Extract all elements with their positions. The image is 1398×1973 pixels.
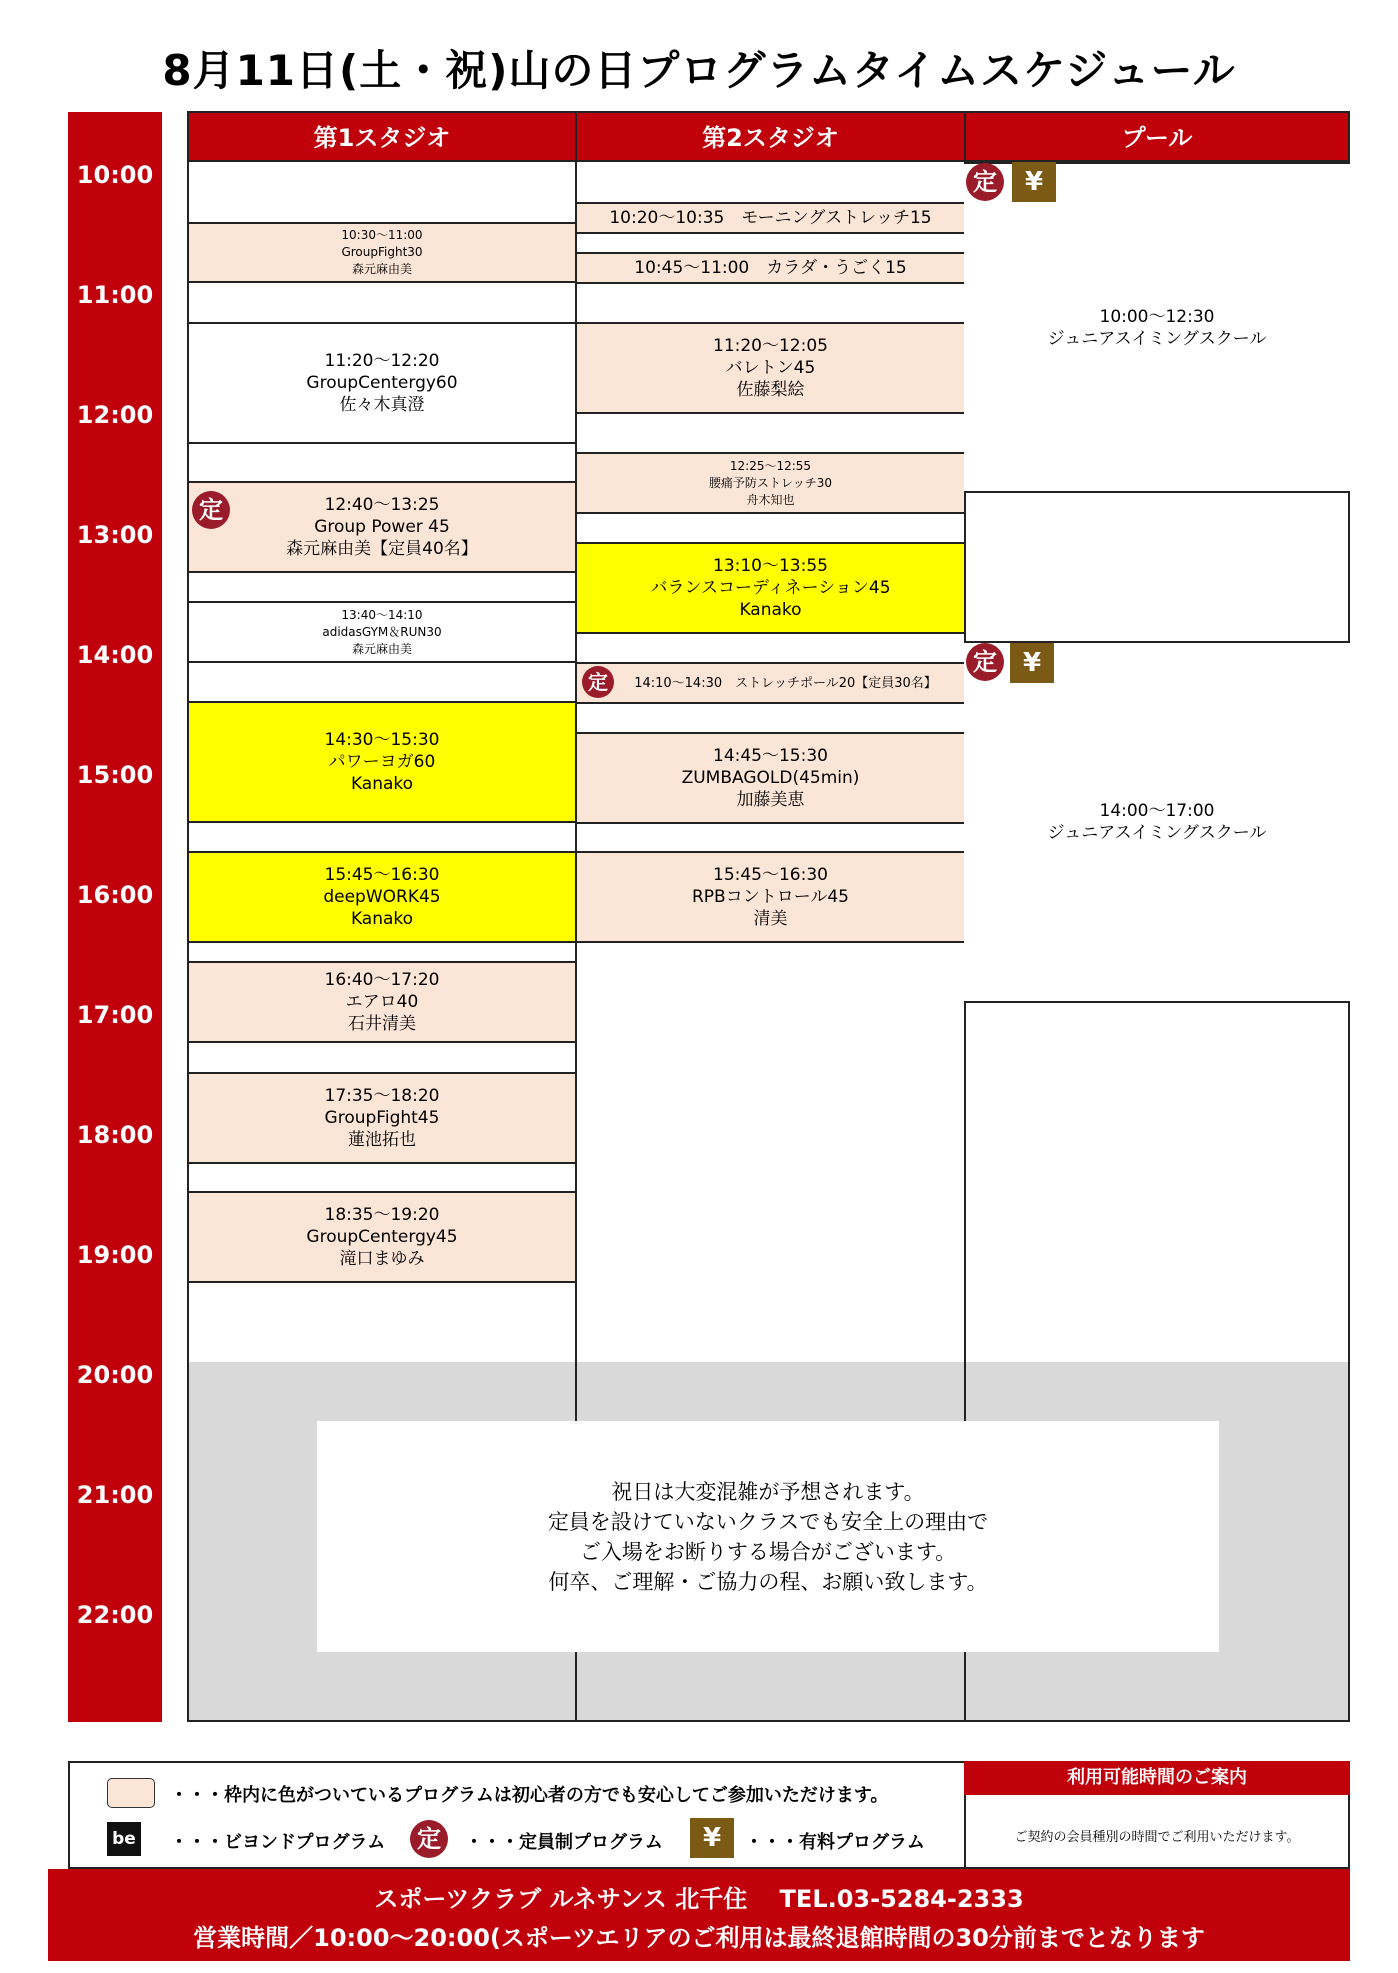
class-time: 17:35～18:20 [324, 1086, 440, 1106]
legend-teiin: ・・・定員制プログラム [465, 1832, 663, 1853]
capacity-limit-icon: 定 [410, 1820, 448, 1858]
column-header-pool: プール [964, 111, 1350, 162]
time-label: 11:00 [76, 281, 154, 309]
time-label: 15:00 [76, 761, 154, 789]
time-label: 14:00 [76, 641, 154, 669]
legend-color-note: ・・・枠内に色がついているプログラムは初心者の方でも安心してご参加いただけます。 [170, 1785, 889, 1806]
class-name: バレトン45 [725, 358, 816, 378]
paid-icon: ¥ [690, 1818, 734, 1858]
class-name: エアロ40 [345, 992, 419, 1012]
time-label: 19:00 [76, 1241, 154, 1269]
class-instructor: 加藤美恵 [736, 790, 805, 810]
class-time: 10:00～12:30 [1099, 306, 1215, 327]
beyond-program-icon: be [107, 1822, 141, 1856]
class-instructor: 佐藤梨絵 [736, 380, 805, 400]
class-instructor: Kanako [739, 600, 802, 620]
class-instructor: 森元麻由美【定員40名】 [286, 539, 478, 559]
class-instructor: 舟木知也 [746, 492, 795, 507]
class-instructor: 滝口まゆみ [339, 1249, 425, 1269]
class-block[interactable] [189, 1072, 575, 1164]
capacity-limit-icon: 定 [192, 491, 230, 529]
footer-contact: スポーツクラブ ルネサンス 北千住 TEL.03-5284-2333 [374, 1885, 1024, 1913]
time-label: 13:00 [76, 521, 154, 549]
legend-paid: ・・・有料プログラム [745, 1832, 925, 1853]
class-time: 12:40～13:25 [324, 495, 440, 515]
class-time: 14:00～17:00 [1099, 801, 1215, 821]
class-instructor: Kanako [350, 774, 414, 794]
class-instructor: Kanako [350, 909, 414, 929]
class-time: 11:20～12:20 [324, 351, 440, 371]
class-block[interactable] [577, 542, 964, 634]
class-time: 10:30～11:00 [341, 228, 423, 242]
class-time: 18:35～19:20 [324, 1205, 440, 1225]
class-time: 15:45～16:30 [324, 865, 440, 885]
class-name: ZUMBAGOLD(45min) [681, 768, 860, 788]
capacity-limit-icon: 定 [582, 666, 614, 698]
class-block[interactable] [189, 701, 575, 823]
class-block[interactable] [189, 481, 575, 573]
class-name: GroupFight45 [324, 1108, 440, 1128]
class-name: バランスコーディネーション45 [650, 578, 891, 598]
time-label: 12:00 [76, 401, 154, 429]
column-header-studio1: 第1スタジオ [187, 111, 577, 162]
class-name: GroupFight30 [341, 245, 423, 259]
class-time: 14:45～15:30 [713, 746, 828, 766]
class-name: ジュニアスイミングスクール [1047, 823, 1267, 843]
pool-block[interactable] [964, 641, 1350, 1003]
beginner-color-swatch [107, 1778, 155, 1808]
class-block[interactable] [577, 851, 964, 943]
class-time: 16:40～17:20 [324, 970, 440, 990]
footer [48, 1869, 1350, 1961]
paid-icon: ¥ [1012, 162, 1056, 202]
time-label: 17:00 [76, 1001, 154, 1029]
class-block[interactable] [577, 202, 964, 234]
holiday-notice [317, 1421, 1219, 1652]
class-instructor: 蓮池拓也 [348, 1130, 416, 1150]
class-name: RPBコントロール45 [691, 887, 850, 907]
class-time: 13:40～14:10 [341, 607, 423, 622]
time-label: 20:00 [76, 1361, 154, 1389]
class-instructor: 森元麻由美 [351, 641, 412, 656]
notice-line: 何卒、ご理解・ご協力の程、お願い致します。 [548, 1569, 988, 1594]
class-block[interactable] [189, 1191, 575, 1283]
page-title: 8月11日(土・祝)山の日プログラムタイムスケジュール [162, 46, 1236, 95]
notice-line: 祝日は大変混雑が予想されます。 [611, 1479, 925, 1504]
time-label: 21:00 [76, 1481, 154, 1509]
class-name: 腰痛予防ストレッチ30 [708, 475, 833, 490]
class-time: 13:10～13:55 [713, 556, 828, 576]
class-block[interactable] [189, 222, 575, 283]
footer-hours: 営業時間／10:00～20:00(スポーツエリアのご利用は最終退館時間の30分前までとなります [193, 1924, 1205, 1952]
class-block[interactable] [577, 662, 964, 704]
class-time: 12:25～12:55 [729, 458, 812, 473]
class-block[interactable] [189, 322, 575, 444]
column-header-studio2: 第2スタジオ [575, 111, 966, 162]
time-label: 18:00 [76, 1121, 154, 1149]
paid-icon: ¥ [1010, 643, 1054, 683]
class-title: 10:45～11:00 カラダ・うごく15 [634, 258, 907, 278]
legend-beyond: ・・・ビヨンドプログラム [170, 1832, 386, 1853]
capacity-limit-icon: 定 [966, 163, 1004, 201]
pool-block[interactable] [964, 162, 1350, 493]
class-name: GroupCentergy45 [306, 1227, 458, 1247]
class-block[interactable] [577, 732, 964, 824]
capacity-limit-icon: 定 [966, 643, 1004, 681]
class-name: GroupCentergy60 [306, 373, 458, 393]
class-title: 10:20～10:35 モーニングストレッチ15 [609, 208, 932, 228]
notice-line: 定員を設けていないクラスでも安全上の理由で [547, 1509, 989, 1534]
class-name: deepWORK45 [323, 887, 441, 907]
notice-line: ご入場をお断りする場合がございます。 [579, 1539, 957, 1564]
class-block[interactable] [577, 322, 964, 414]
info-text: ご契約の会員種別の時間でご利用いただけます。 [1014, 1830, 1300, 1845]
class-block[interactable] [189, 851, 575, 943]
class-time: 14:30～15:30 [324, 730, 440, 750]
time-label: 22:00 [76, 1601, 154, 1629]
class-title: 14:10～14:30 ストレッチポール20【定員30名】 [634, 675, 937, 691]
class-block[interactable] [189, 601, 575, 663]
time-label: 16:00 [76, 881, 154, 909]
class-time: 11:20～12:05 [713, 336, 828, 356]
time-label: 10:00 [76, 161, 154, 189]
class-name: adidasGYM＆RUN30 [322, 624, 442, 639]
class-instructor: 石井清美 [348, 1014, 416, 1034]
class-block[interactable] [577, 452, 964, 514]
class-block[interactable] [189, 961, 575, 1043]
class-block[interactable] [577, 252, 964, 284]
class-instructor: 森元麻由美 [351, 262, 412, 276]
class-name: パワーヨガ60 [328, 752, 436, 772]
class-time: 15:45～16:30 [713, 865, 828, 885]
class-instructor: 佐々木真澄 [339, 395, 425, 415]
class-name: ジュニアスイミングスクール [1047, 328, 1267, 349]
class-instructor: 清美 [753, 909, 788, 929]
class-name: Group Power 45 [314, 517, 450, 537]
info-heading: 利用可能時間のご案内 [964, 1761, 1350, 1795]
